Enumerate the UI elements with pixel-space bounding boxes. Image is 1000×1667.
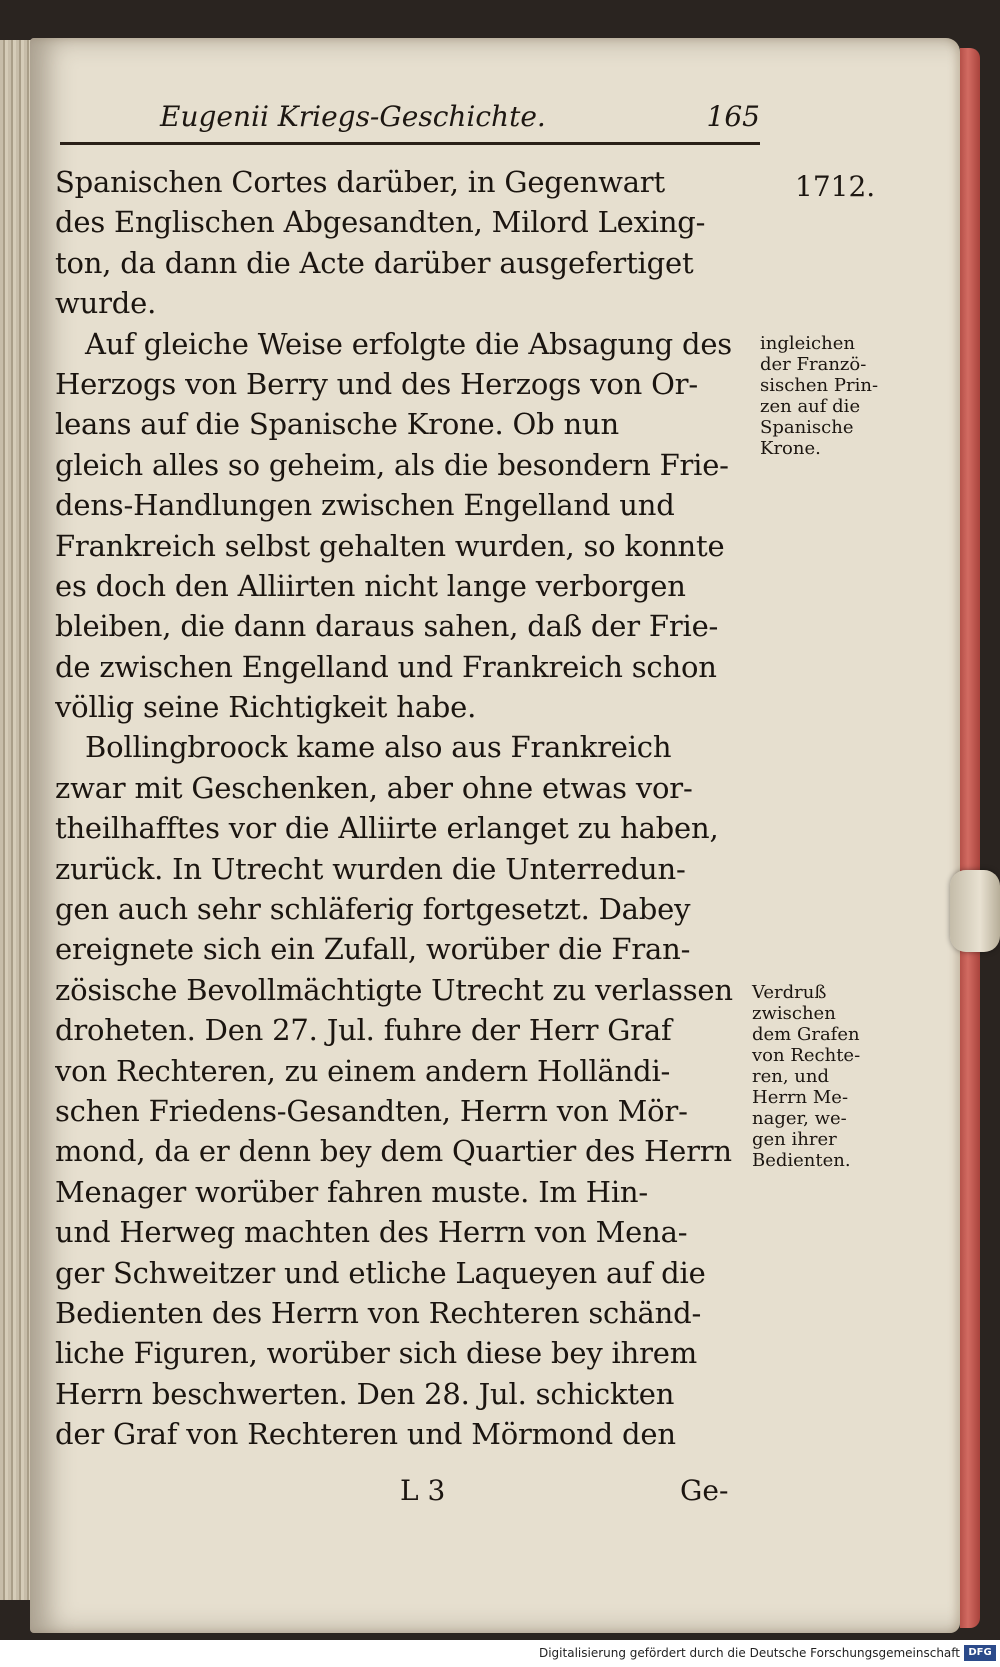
catchword: Ge-: [680, 1474, 729, 1507]
body-line: des Englischen Abgesandten, Milord Lexing-: [55, 205, 706, 240]
body-line: gen auch sehr schläferig fortgesetzt. Dabey: [55, 892, 691, 927]
body-line: schen Friedens-Gesandten, Herrn von Mör-: [55, 1093, 688, 1128]
red-page-edge: [960, 48, 980, 1628]
page-clip-tab: [950, 870, 1000, 952]
body-line: liche Figuren, worüber sich diese bey ihrem: [55, 1336, 698, 1371]
margin-note-line: nager, we-: [752, 1108, 847, 1129]
margin-note-line: sischen Prin-: [760, 375, 879, 396]
body-line: leans auf die Spanische Krone. Ob nun: [55, 407, 619, 442]
body-line: mond, da er denn bey dem Quartier des Herrn: [55, 1134, 732, 1169]
body-line: Frankreich selbst gehalten wurden, so konnte: [55, 528, 725, 563]
margin-note-line: gen ihrer: [752, 1129, 837, 1150]
header-rule: [60, 142, 760, 145]
margin-note-line: von Rechte-: [752, 1045, 861, 1066]
body-line: der Graf von Rechteren und Mörmond den: [55, 1417, 676, 1452]
body-line: Spanischen Cortes darüber, in Gegenwart: [55, 165, 665, 199]
dfg-logo: DFG: [964, 1645, 996, 1661]
body-line: Bollingbroock kame also aus Frankreich: [85, 730, 672, 765]
margin-note-line: Verdruß: [752, 982, 827, 1003]
body-line: zwar mit Geschenken, aber ohne etwas vor-: [55, 770, 693, 805]
margin-note-line: zwischen: [752, 1003, 836, 1024]
body-line: wurde.: [55, 286, 157, 321]
margin-note-line: Bedienten.: [752, 1150, 851, 1171]
margin-note-princes: [760, 333, 900, 459]
running-title: Eugenii Kriegs-Geschichte.: [160, 100, 546, 133]
footer-credit: Digitalisierung gefördert durch die Deutsche Forschungsgemeinschaft: [538, 1646, 960, 1660]
margin-note-line: ingleichen: [760, 333, 855, 354]
body-line: völlig seine Richtigkeit habe.: [55, 690, 477, 725]
margin-note-line: ren, und: [752, 1066, 830, 1087]
body-line: theilhafftes vor die Alliirte erlanget zu haben,: [55, 811, 719, 846]
running-header: [160, 100, 760, 140]
body-line: es doch den Alliirten nicht lange verborgen: [55, 568, 686, 603]
body-line: ger Schweitzer und etliche Laqueyen auf die: [55, 1255, 706, 1290]
body-line: zurück. In Utrecht wurden die Unterredun-: [55, 851, 686, 886]
body-line: droheten. Den 27. Jul. fuhre der Herr Graf: [55, 1013, 672, 1048]
page-number: 165: [706, 100, 760, 133]
margin-note-servants: [752, 982, 892, 1171]
margin-note-line: Spanische: [760, 417, 854, 438]
signature-mark: L 3: [400, 1474, 446, 1507]
body-line: ereignete sich ein Zufall, worüber die Fran-: [55, 932, 691, 967]
body-line: zösische Bevollmächtigte Utrecht zu verlassen: [55, 972, 733, 1007]
margin-note-line: zen auf die: [760, 396, 861, 417]
margin-note-line: der Franzö-: [760, 354, 867, 375]
footer-bar: [0, 1642, 1000, 1667]
body-line: von Rechteren, zu einem andern Holländi-: [55, 1053, 671, 1088]
body-line: Bedienten des Herrn von Rechteren schänd-: [55, 1295, 702, 1330]
page-stack-left: [0, 40, 34, 1600]
body-line: ton, da dann die Acte darüber ausgefertiget: [55, 245, 694, 280]
body-line: bleiben, die dann daraus sahen, daß der Frie-: [55, 609, 719, 644]
body-line: dens-Handlungen zwischen Engelland und: [55, 488, 675, 523]
body-line: Herzogs von Berry und des Herzogs von Or-: [55, 366, 698, 401]
body-line: Auf gleiche Weise erfolgte die Absagung des: [85, 326, 732, 361]
body-text: [55, 162, 755, 1455]
margin-note-line: dem Grafen: [752, 1024, 860, 1045]
body-line: gleich alles so geheim, als die besondern Frie-: [55, 447, 729, 482]
margin-note-line: Krone.: [760, 438, 821, 459]
margin-year: 1712.: [795, 170, 876, 203]
margin-note-line: Herrn Me-: [752, 1087, 849, 1108]
body-line: Herrn beschwerten. Den 28. Jul. schickten: [55, 1376, 675, 1411]
body-line: und Herweg machten des Herrn von Mena-: [55, 1215, 688, 1250]
body-line: de zwischen Engelland und Frankreich schon: [55, 649, 717, 684]
body-line: Menager worüber fahren muste. Im Hin-: [55, 1174, 649, 1209]
